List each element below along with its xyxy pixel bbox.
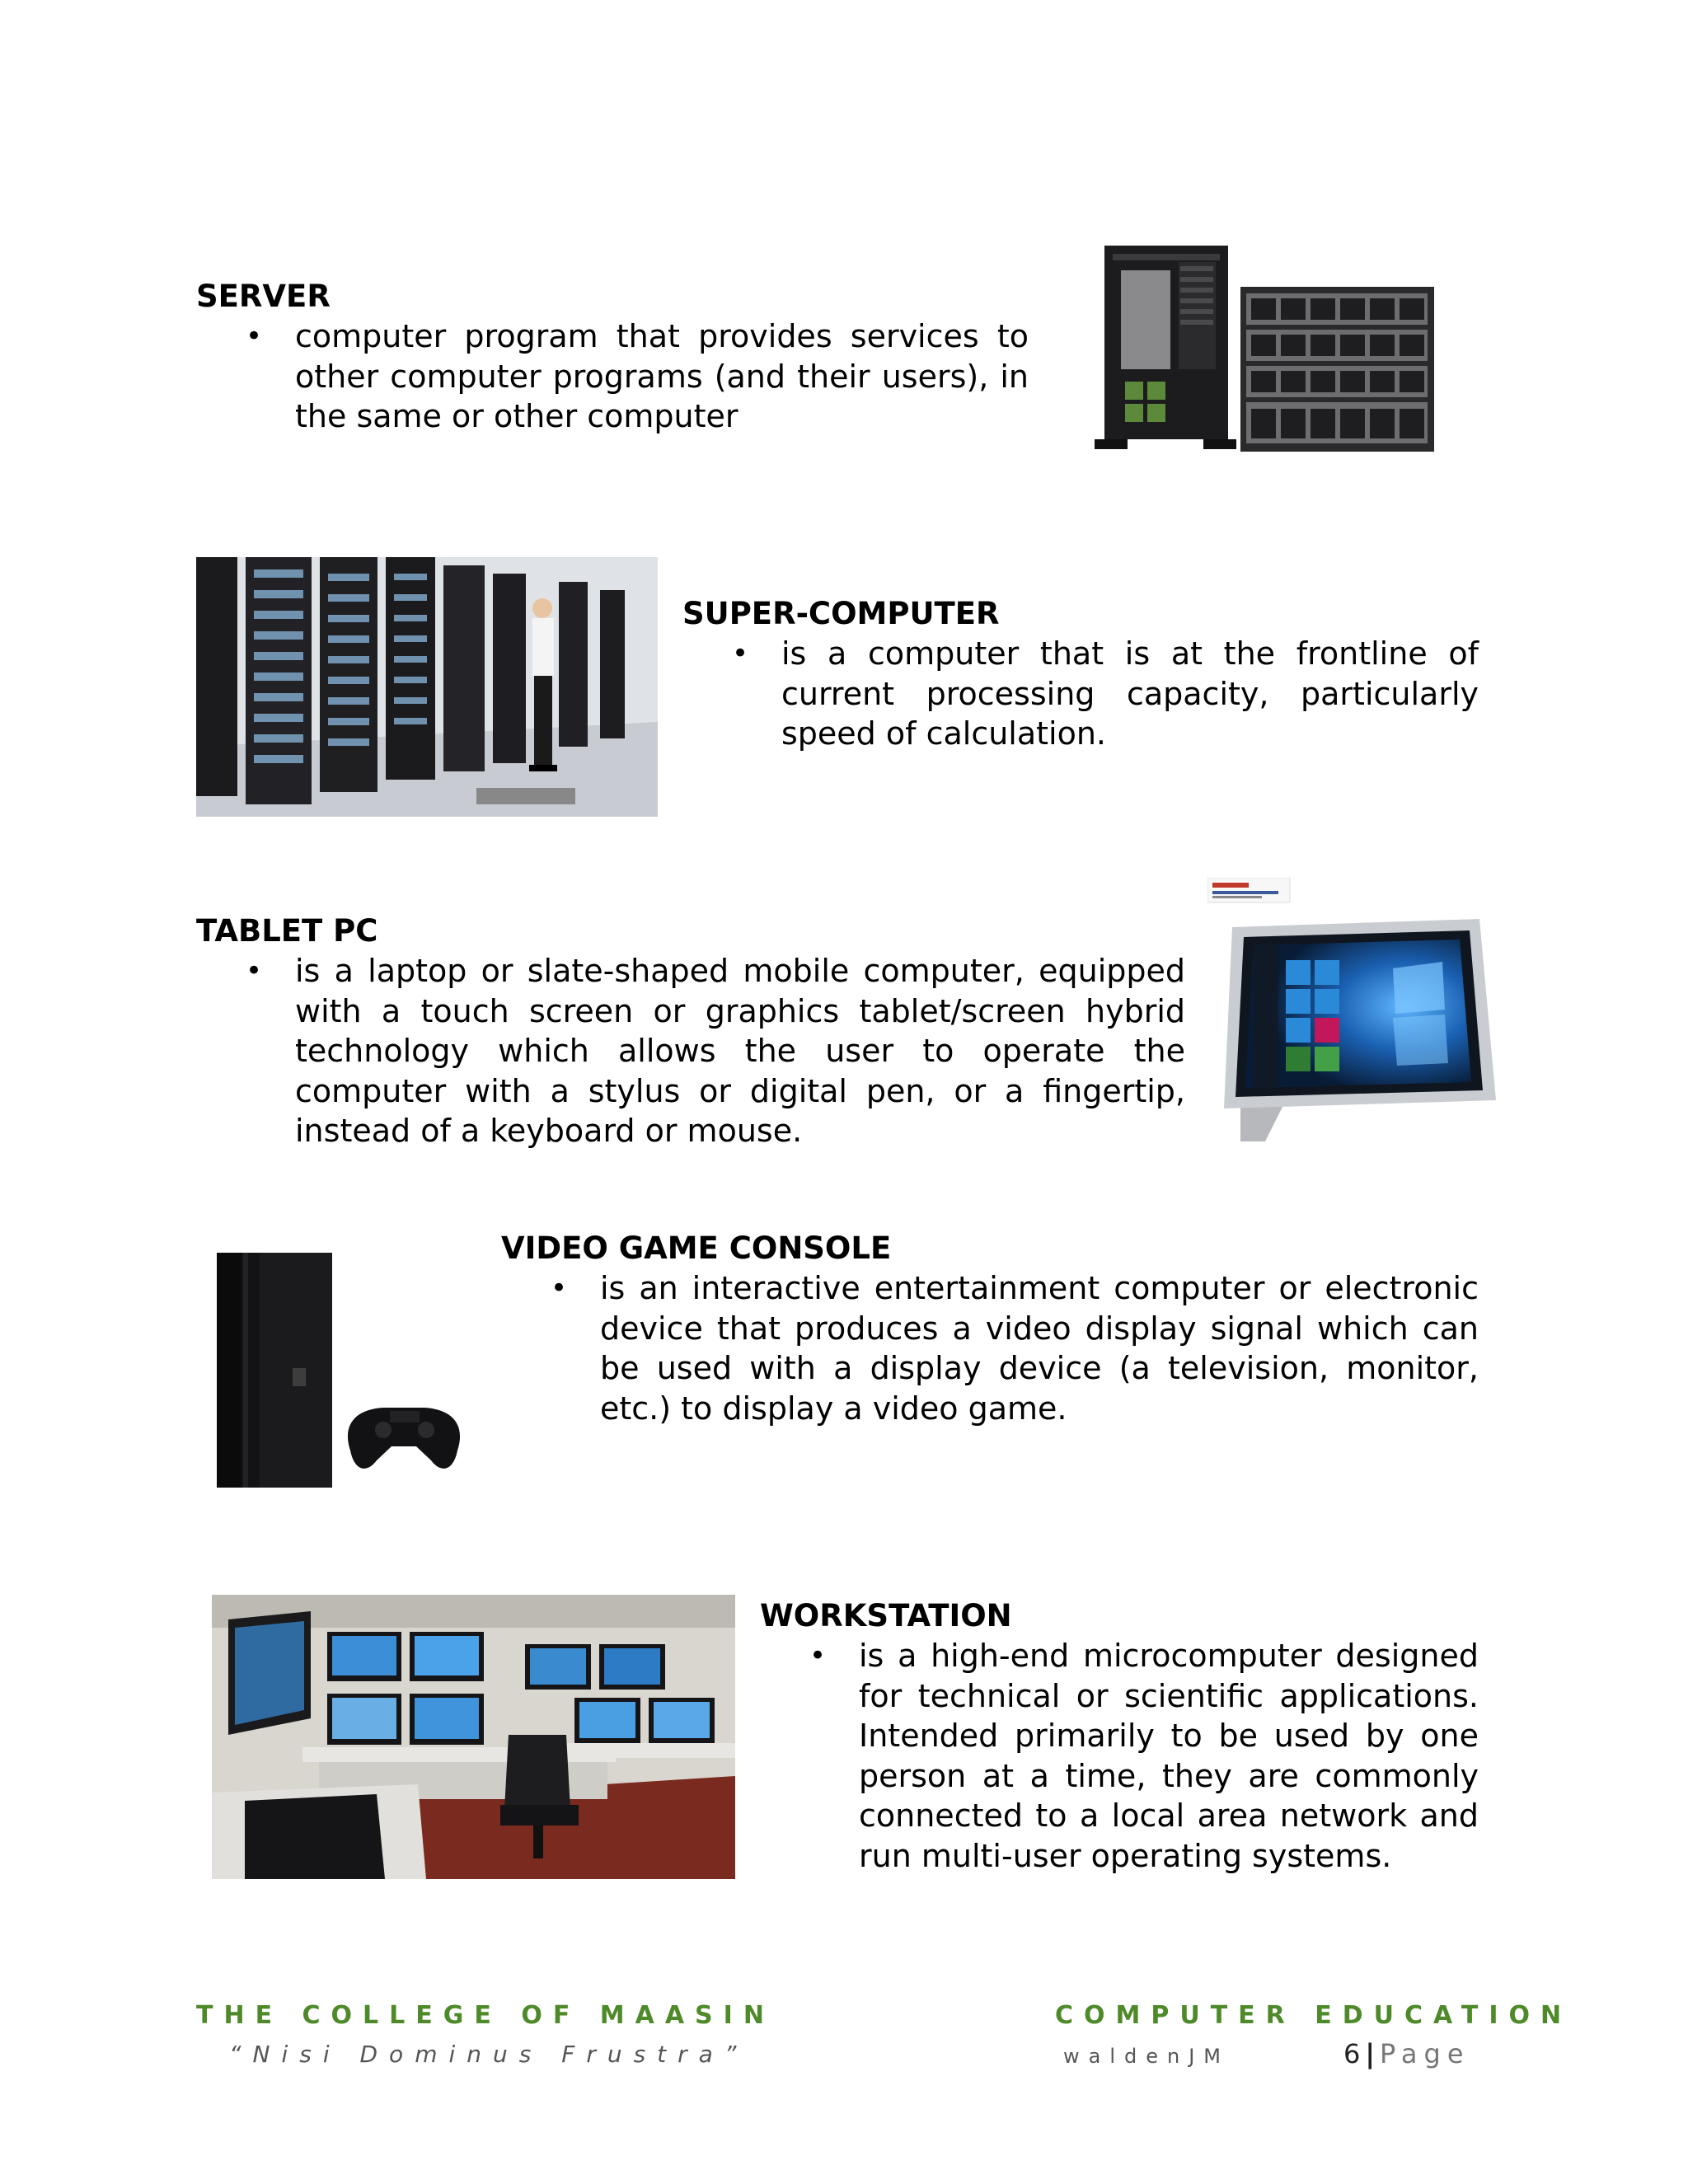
supercomputer-image: [196, 557, 658, 817]
footer-motto: “Nisi Dominus Frustra”: [229, 2041, 748, 2068]
footer-page-number: [1343, 2039, 1470, 2069]
page-number: 6: [1343, 2038, 1361, 2069]
bullet-icon: •: [732, 637, 749, 670]
page-separator: |: [1365, 2038, 1376, 2069]
section-title: SERVER: [196, 279, 331, 314]
section-title: WORKSTATION: [760, 1598, 1012, 1633]
bullet-text: is a laptop or slate-shaped mobile computer, equipped with a touch screen or graphics tablet/screen hybrid technology which allows the user to operate the computer with a stylus or digital pen, or a fingertip, instead of a keyboard or mouse.: [295, 953, 1185, 1149]
footer-author: waldenJM: [1063, 2045, 1230, 2068]
bullet-icon: •: [246, 954, 263, 987]
section-title: SUPER-COMPUTER: [682, 596, 1000, 631]
bullet-text: is an interactive entertainment computer or electronic device that produces a video display signal which can be used with a display device (a television, monitor, etc.) to display a video game.: [600, 1270, 1479, 1427]
bullet-icon: •: [551, 1272, 568, 1305]
footer-college: THE COLLEGE OF MAASIN: [196, 2001, 775, 2030]
server-image: [1088, 237, 1451, 460]
bullet-icon: •: [809, 1639, 827, 1672]
bullet-text: is a high-end microcomputer designed for technical or scientific applications. Intended primarily to be used by one person at a time, they are commonly connected to a local area network and run multi-user operating systems.: [859, 1638, 1479, 1874]
bullet-icon: •: [246, 320, 263, 353]
page-word: Page: [1380, 2038, 1470, 2069]
section-title: TABLET PC: [196, 913, 378, 949]
console-image: [210, 1244, 466, 1492]
bullet-text: is a computer that is at the frontline of current processing capacity, particularly speed of calculation.: [781, 635, 1479, 752]
bullet-text: computer program that provides services to other computer programs (and their users), in the same or other computer: [295, 318, 1029, 434]
tablet-image: [1207, 878, 1504, 1150]
section-title: VIDEO GAME CONSOLE: [501, 1230, 892, 1266]
workstation-image: [212, 1595, 735, 1879]
footer-department: COMPUTER EDUCATION: [1055, 2001, 1573, 2030]
